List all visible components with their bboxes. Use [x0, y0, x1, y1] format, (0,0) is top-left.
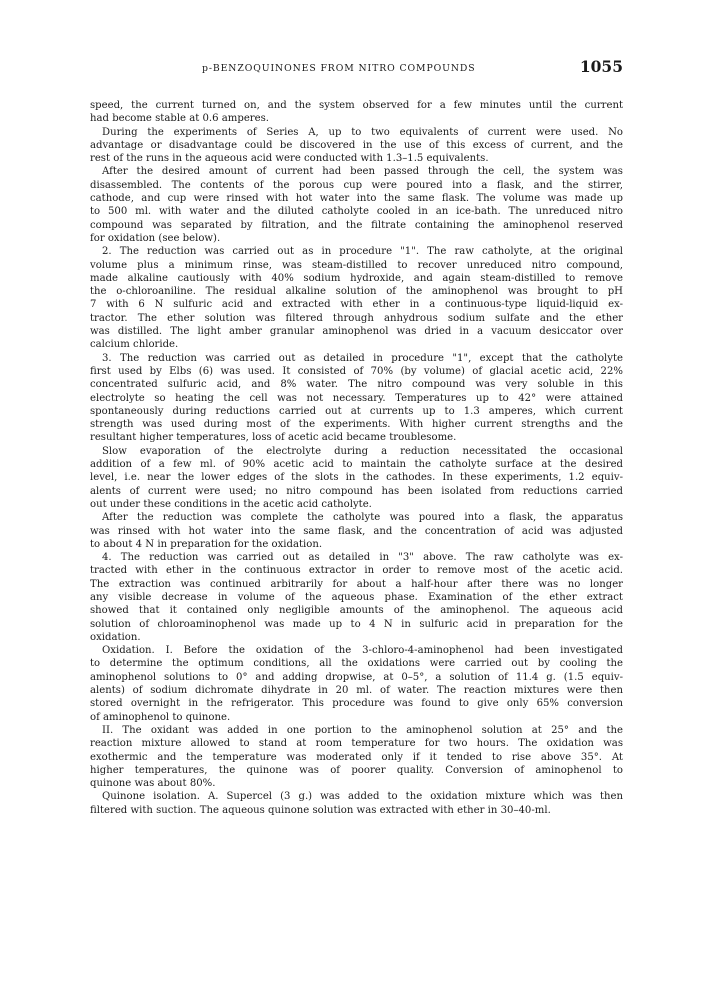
text-line: concentrated sulfuric acid, and 8% water. The nitro compound was very soluble in this	[90, 379, 623, 391]
text-line: During the experiments of Series A, up to two equivalents of current were used. No	[102, 126, 623, 138]
text-line: tractor. The ether solution was filtered through anhydrous sodium sulfate and the ether	[90, 312, 623, 324]
text-line: level, i.e. near the lower edges of the slots in the cathodes. In these experiments, 1.2 equiv-	[90, 472, 623, 484]
text-line: The extraction was continued arbitrarily for about a half-hour after there was no longer	[90, 578, 623, 590]
text-line: higher temperatures, the quinone was of poorer quality. Conversion of aminophenol to	[90, 764, 623, 776]
body-text	[90, 99, 623, 817]
text-line: for oxidation (see below).	[90, 232, 221, 244]
text-line: reaction mixture allowed to stand at room temperature for two hours. The oxidation was	[90, 738, 623, 750]
text-line: alents of current were used; no nitro compound has been isolated from reductions carried	[90, 485, 623, 497]
text-line: strength was used during most of the experiments. With higher current strengths and the	[90, 419, 623, 431]
text-line: was rinsed with hot water into the same flask, and the concentration of acid was adjusted	[90, 525, 623, 537]
text-line: advantage or disadvantage could be discovered in the use of this excess of current, and the	[90, 139, 623, 151]
text-line: Slow evaporation of the electrolyte during a reduction necessitated the occasional	[102, 445, 623, 457]
text-line: resultant higher temperatures, loss of acetic acid became troublesome.	[90, 432, 457, 444]
text-line: volume plus a minimum rinse, was steam-distilled to recover unreduced nitro compound,	[90, 259, 623, 271]
text-line: addition of a few ml. of 90% acetic acid to maintain the catholyte surface at the desired	[90, 459, 623, 471]
text-line: compound was separated by filtration, and the filtrate containing the aminophenol reserved	[90, 219, 623, 231]
text-line: tracted with ether in the continuous extractor in order to remove most of the acetic acid.	[90, 565, 623, 577]
text-line: alents) of sodium dichromate dihydrate in 20 ml. of water. The reaction mixtures were then	[90, 685, 623, 697]
text-line: Oxidation. I. Before the oxidation of the 3-chloro-4-aminophenol had been investigated	[102, 645, 623, 657]
text-line: solution of chloroaminophenol was made up to 4 N in sulfuric acid in preparation for the	[90, 618, 623, 630]
text-line: 2. The reduction was carried out as in procedure "1". The raw catholyte, at the original	[102, 246, 623, 258]
page-number: 1055	[579, 57, 623, 76]
text-line: aminophenol solutions to 0° and adding dropwise, at 0–5°, a solution of 11.4 g. (1.5 equiv-	[90, 671, 623, 683]
text-line: 3. The reduction was carried out as detailed in procedure "1", except that the catholyte	[102, 352, 623, 364]
text-line: 4. The reduction was carried out as detailed in "3" above. The raw catholyte was ex-	[102, 552, 623, 564]
text-line: was distilled. The light amber granular aminophenol was dried in a vacuum desiccator over	[90, 326, 623, 338]
text-line: filtered with suction. The aqueous quinone solution was extracted with ether in 30–40-ml.	[90, 804, 551, 816]
text-line: electrolyte so heating the cell was not necessary. Temperatures up to 42° were attained	[90, 392, 623, 404]
text-line: calcium chloride.	[90, 339, 179, 351]
running-title: p-BENZOQUINONES FROM NITRO COMPOUNDS	[202, 63, 476, 74]
text-line: spontaneously during reductions carried out at currents up to 1.3 amperes, which current	[90, 405, 623, 417]
text-line: After the reduction was complete the catholyte was poured into a flask, the apparatus	[102, 512, 623, 524]
text-line: exothermic and the temperature was moderated only if it tended to rise above 35°. At	[90, 751, 623, 763]
text-line: cathode, and cup were rinsed with hot water into the same flask. The volume was made up	[90, 193, 623, 205]
text-line: II. The oxidant was added in one portion to the aminophenol solution at 25° and the	[102, 724, 623, 736]
text-line: of aminophenol to quinone.	[90, 711, 231, 723]
text-line: rest of the runs in the aqueous acid were conducted with 1.3–1.5 equivalents.	[90, 153, 489, 165]
page-header	[90, 56, 623, 78]
text-line: quinone was about 80%.	[90, 778, 216, 790]
text-line: showed that it contained only negligible amounts of the aminophenol. The aqueous acid	[90, 605, 623, 617]
text-line: had become stable at 0.6 amperes.	[90, 113, 269, 125]
text-line: to determine the optimum conditions, all the oxidations were carried out by cooling the	[90, 658, 623, 670]
text-line: Quinone isolation. A. Supercel (3 g.) was added to the oxidation mixture which was then	[102, 791, 623, 803]
text-line: to about 4 N in preparation for the oxidation.	[90, 538, 323, 550]
text-line: 7 with 6 N sulfuric acid and extracted with ether in a continuous-type liquid-liquid ex-	[90, 299, 623, 311]
text-line: the o-chloroaniline. The residual alkaline solution of the aminophenol was brought to pH	[90, 286, 623, 298]
text-line: first used by Elbs (6) was used. It consisted of 70% (by volume) of glacial acetic acid, 22%	[90, 365, 623, 377]
text-line: disassembled. The contents of the porous cup were poured into a flask, and the stirrer,	[90, 179, 623, 191]
text-line: After the desired amount of current had been passed through the cell, the system was	[102, 166, 623, 178]
text-line: speed, the current turned on, and the system observed for a few minutes until the current	[90, 100, 623, 111]
text-line: to 500 ml. with water and the diluted catholyte cooled in an ice-bath. The unreduced nitro	[90, 206, 623, 218]
text-line: oxidation.	[90, 631, 141, 643]
text-line: out under these conditions in the acetic acid catholyte.	[90, 498, 372, 510]
text-line: made alkaline cautiously with 40% sodium hydroxide, and again steam-distilled to remove	[90, 272, 623, 284]
text-line: stored overnight in the refrigerator. This procedure was found to give only 65% conversion	[90, 698, 623, 710]
text-line: any visible decrease in volume of the aqueous phase. Examination of the ether extract	[90, 591, 623, 603]
